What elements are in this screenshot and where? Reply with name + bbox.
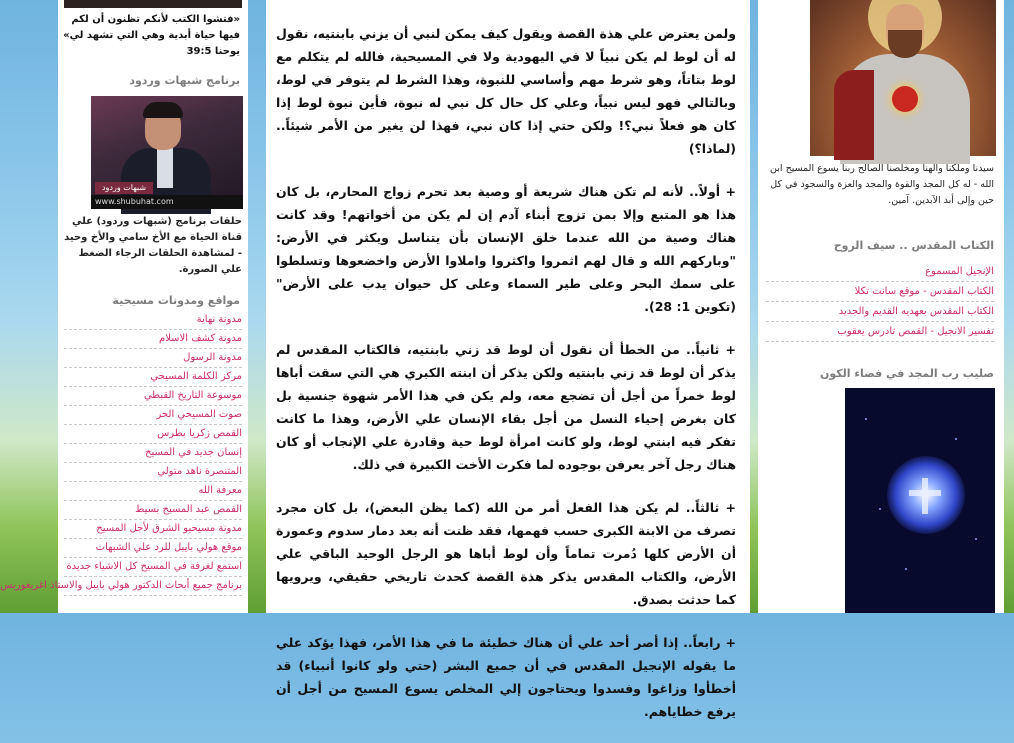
top-image-edge	[64, 0, 242, 8]
image-caption: سيدنا وملكنا والهنا ومخلصنا الصالح ربنا يسوع المسيح ابن الله - له كل المجد والقوة والمجد والعزة والسجود في كل حين وإلى أبد الآبدين. آمين.	[770, 163, 994, 206]
bible-heading: الكتاب المقدس .. سيف الروح	[833, 239, 994, 252]
site-link[interactable]: مدونة نهاية	[64, 311, 242, 330]
bible-link[interactable]: الكتاب المقدس بعهديه القديم والجديد	[766, 302, 994, 322]
article-body	[276, 22, 736, 743]
bible-link[interactable]: الإنجيل المسموع	[766, 262, 994, 282]
program-thumbnail[interactable]	[91, 96, 243, 209]
site-link[interactable]: مدونة كشف الاسلام	[64, 330, 242, 349]
left-sidebar	[0, 0, 248, 613]
site-link[interactable]: مدونة الرسول	[64, 349, 242, 368]
article-paragraph: ولمن يعترض علي هذة القصة ويقول كيف يمكن لنبي أن يزني بابنتيه، نقول له أن لوط لم يكن نبياً لا في اليهودية ولا في المسيحية، فالله لم يتكلم مع لوط بتاتاً، وهو شرط مهم وأساسي للنبوة، وهذا الشرط لم يتوفر في لوط، وبالتالي فهو ليس نبياً، وعلي كل حال كل نبي له نبوة، فأين نبوة لوط إذا كان هو فعلاً نبي؟! ولكن حتي إذا كان نبي، فهذا لن يغير من الأمر شيئاً.. (لماذا؟)	[276, 26, 736, 156]
article-paragraph: + ثالثاً.. لم يكن هذا الفعل أمر من الله (كما يظن البعض)، بل كان مجرد تصرف من الابنة الكبرى حسب فهمها، فقد ظنت أنه بعد دمار سدوم وعمورة أن الأرض كلها دُمرت تماماً وأن لوط أباها هو الرجل الوحيد الباقي علي الأرض، والكتاب المقدس يذكر هذة القصة كحدث تاريخي حقيقي، ويرويها كما حدثت بصدق.	[276, 500, 736, 607]
article-paragraph: + أولاً.. لأنه لم تكن هناك شريعة أو وصية بعد تحرم زواج المحارم، بل كان هذا هو المتبع وإلا بمن تزوج أبناء آدم إن لم يكن من أخواتهم! وقد كانت هناك وصية من الله عندما خلق الإنسان بأن يتناسل ويكثر في الأرض: "وباركهم الله و قال لهم اثمروا واكثروا واملاوا الأرض واخضعوها وتسلطوا على سمك البحر وعلى طير السماء وعلى كل حيوان يدب على الأرض" (تكوين 1: 28).	[276, 184, 736, 314]
site-link[interactable]: صوت المسيحي الحر	[64, 406, 242, 425]
site-link[interactable]: مدونة مسيحيو الشرق لأجل المسيح	[64, 520, 242, 539]
program-description: حلقات برنامج (شبهات وردود) علي قناة الحياة مع الأخ سامي والأخ وحيد - لمشاهدة الحلقات الرجاء الضغط علي الصورة.	[64, 216, 242, 275]
bible-verse-quote: «فتشوا الكتب لأنكم تظنون أن لكم فيها حياة أبدية وهي التي تشهد لي» يوحنا 39:5	[63, 14, 240, 57]
bible-link[interactable]: الكتاب المقدس - موقع سانت تكلا	[766, 282, 994, 302]
site-link[interactable]: استمع لغرفة في المسيح كل الاشياء جديدة	[64, 558, 242, 577]
program-brand-label: شبهات وردود	[95, 182, 153, 194]
sacred-heart-image	[810, 0, 996, 156]
right-sidebar	[758, 0, 1004, 613]
article-paragraph: + ثانياً.. من الخطأ أن نقول أن لوط قد زني بابنتيه، فالكتاب المقدس لم يذكر أن لوط قد زني بابنتيه ولكن يذكر أن ابنته الكبري هي التي سقت أباها لوط خمراً من أجل أن تضجع معه، ولم يكن في هذا الأمر شهوة جنسية بل كان بغرض إحياء النسل من أجل بقاء الإنسان علي الأرض، وهذا ما كانت تفكر فيه ابنتي لوط، ولو كانت امرأة لوط حية وقادرة علي الإنجاب أو كان هناك رجل آخر يعرفن بوجوده لما فكرت الأخت الكبيرة في ذلك.	[276, 342, 736, 472]
site-link[interactable]: إنسان جديد في المسيح	[64, 444, 242, 463]
site-link[interactable]: معرفة الله	[64, 482, 242, 501]
site-link[interactable]: موسوعة التاريخ القبطي	[64, 387, 242, 406]
cosmic-cross-image	[845, 388, 995, 613]
site-link[interactable]: موقع هولي بايبل للرد علي الشبهات	[64, 539, 242, 558]
program-url: www.shubuhat.com	[91, 195, 243, 209]
sites-list	[0, 311, 242, 596]
article-column	[266, 0, 750, 719]
site-link[interactable]: القمص عبد المسيح بسيط	[64, 501, 242, 520]
bible-link[interactable]: تفسير الانجيل - القمص تادرس يعقوب	[766, 322, 994, 342]
cross-heading: صليب رب المجد في فضاء الكون	[819, 367, 994, 380]
article-paragraph: + رابعاً.. إذا أصر أحد علي أن هناك خطيئة ما في هذا الأمر، فهذا يؤكد علي ما يقوله الإنجيل المقدس في أن جميع البشر (حتي ولو كانوا أنبياء) قد أخطأوا وزاغوا وفسدوا ويحتاجون إلي المخلص يسوع المسيح من أجل أن يرفع خطاياهم.	[276, 635, 736, 719]
site-link[interactable]: القمص زكريا بطرس	[64, 425, 242, 444]
sites-heading: مواقع ومدونات مسيحية	[112, 294, 240, 307]
bible-links-list	[766, 262, 994, 342]
program-heading: برنامج شبهات وردود	[129, 74, 240, 87]
site-link[interactable]: مركز الكلمة المسيحي	[64, 368, 242, 387]
site-link[interactable]: برنامج جميع أبحاث الدكتور هولي بايبل والاستاذ اغريغوريس	[64, 577, 242, 596]
site-link[interactable]: المتنصرة ناهد متولي	[64, 463, 242, 482]
